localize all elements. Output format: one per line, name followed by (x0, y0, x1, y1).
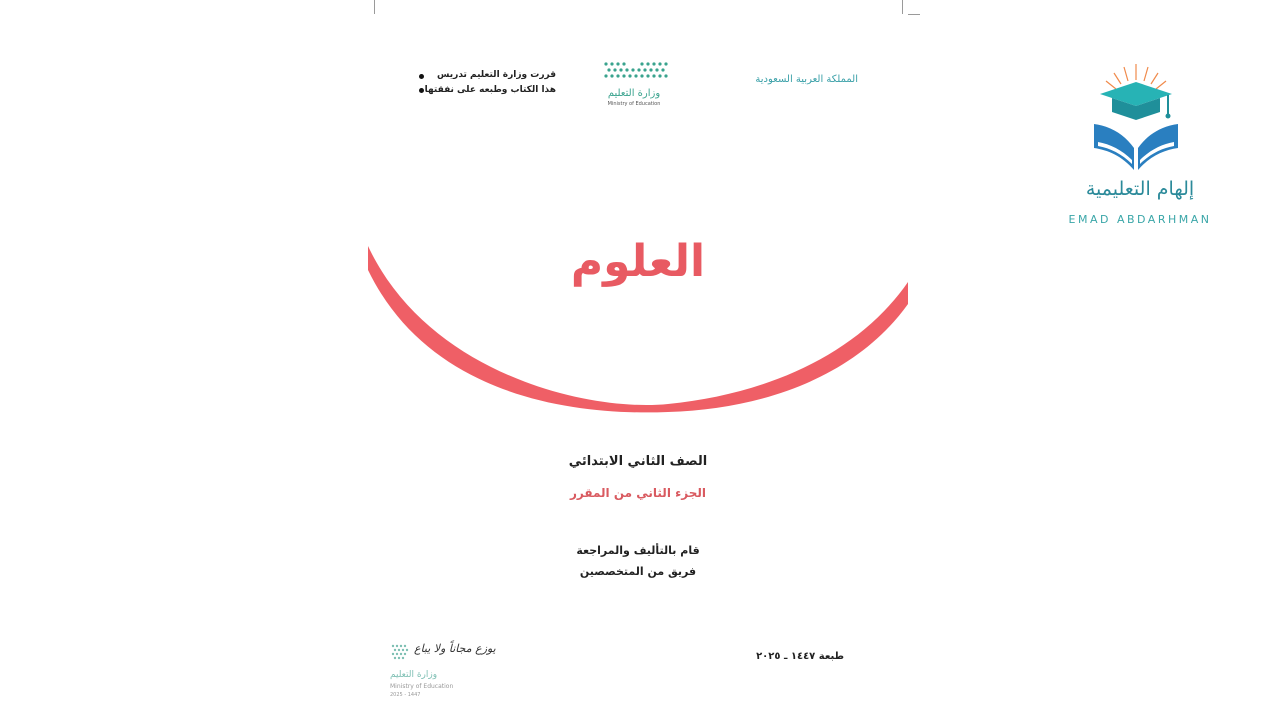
footer-ministry-name-ar: وزارة التعليم (390, 670, 438, 680)
ministry-name-ar: وزارة التعليم (607, 88, 661, 99)
bullet-icon (419, 74, 424, 79)
crop-mark (902, 0, 903, 14)
graduation-cap-book-icon (1088, 60, 1184, 176)
brand-name-ar: إلهام التعليمية (1085, 178, 1195, 200)
ministry-note-line1: قررت وزارة التعليم تدريس (437, 70, 556, 80)
free-distribution-label: يوزع مجاناً ولا يباع (414, 642, 496, 655)
grade-label: الصف الثاني الابتدائي (568, 454, 708, 469)
brand-name-en: EMAD ABDARHMAN (1068, 213, 1212, 226)
authors-line2: فريق من المتخصصين (579, 565, 697, 578)
book-title: العلوم (570, 236, 706, 287)
ministry-name-en: Ministry of Education (607, 101, 661, 107)
footer-ministry-name-en: Ministry of Education (390, 683, 454, 690)
book-cover-page (368, 0, 908, 720)
crop-mark (908, 14, 920, 15)
bullet-icon (419, 88, 424, 93)
footer-year: 2025 - 1447 (390, 692, 421, 698)
kingdom-label: المملكة العربية السعودية (755, 74, 858, 85)
ministry-note-line2: هذا الكتاب وطبعه على نفقتها (424, 85, 556, 95)
crop-mark (374, 0, 375, 14)
authors-line1: قام بالتأليف والمراجعة (576, 544, 700, 557)
edition-label: طبعة ١٤٤٧ ـ ٢٠٢٥ (756, 651, 844, 662)
part-label: الجزء الثاني من المقرر (570, 486, 706, 500)
